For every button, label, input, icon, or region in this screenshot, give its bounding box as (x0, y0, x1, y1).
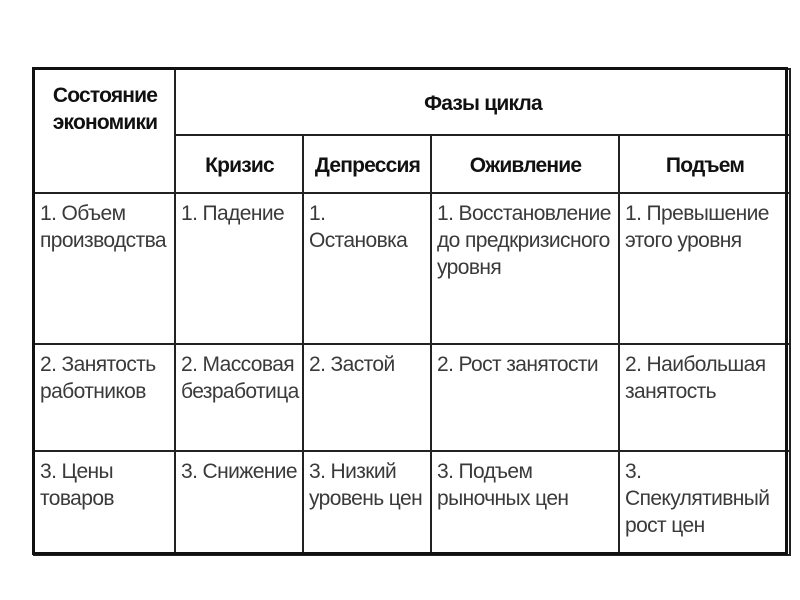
table-cell: 2. Рост занятости (431, 344, 619, 451)
table-header (34, 69, 790, 193)
table-cell: 1. Падение (175, 193, 303, 344)
header-phase-crisis: Кризис (175, 135, 303, 193)
table-cell: 3. Низкий уровень цен (303, 451, 431, 555)
table-cell: 2. Массовая безработица (175, 344, 303, 451)
table-cell: 1. Превышение этого уровня (619, 193, 790, 344)
table-cell: 3. Подъем рыночных цен (431, 451, 619, 555)
row-label-prices: 3. Цены товаров (34, 451, 175, 555)
table-cell: 1. Восстановление до предкризисного уровня (431, 193, 619, 344)
header-phase-recovery: Оживление (431, 135, 619, 193)
table-cell: 3. Снижение (175, 451, 303, 555)
table-cell: 3. Спекулятивный рост цен (619, 451, 790, 555)
header-cycle-phases: Фазы цикла (175, 69, 790, 135)
business-cycle-table (33, 68, 791, 556)
table-cell: 2. Наибольшая занятость (619, 344, 790, 451)
header-phase-boom: Подъем (619, 135, 790, 193)
table-cell: 2. Застой (303, 344, 431, 451)
header-economy-state: Состояние экономики (34, 69, 175, 193)
header-phase-depression: Депрессия (303, 135, 431, 193)
header-row-top (34, 69, 790, 135)
table-row-prices (34, 451, 790, 555)
row-label-employment: 2. Занятость работников (34, 344, 175, 451)
table-body (34, 193, 790, 555)
row-label-production: 1. Объем производства (34, 193, 175, 344)
table-row-production (34, 193, 790, 344)
table-row-employment (34, 344, 790, 451)
table-cell: 1. Остановка (303, 193, 431, 344)
